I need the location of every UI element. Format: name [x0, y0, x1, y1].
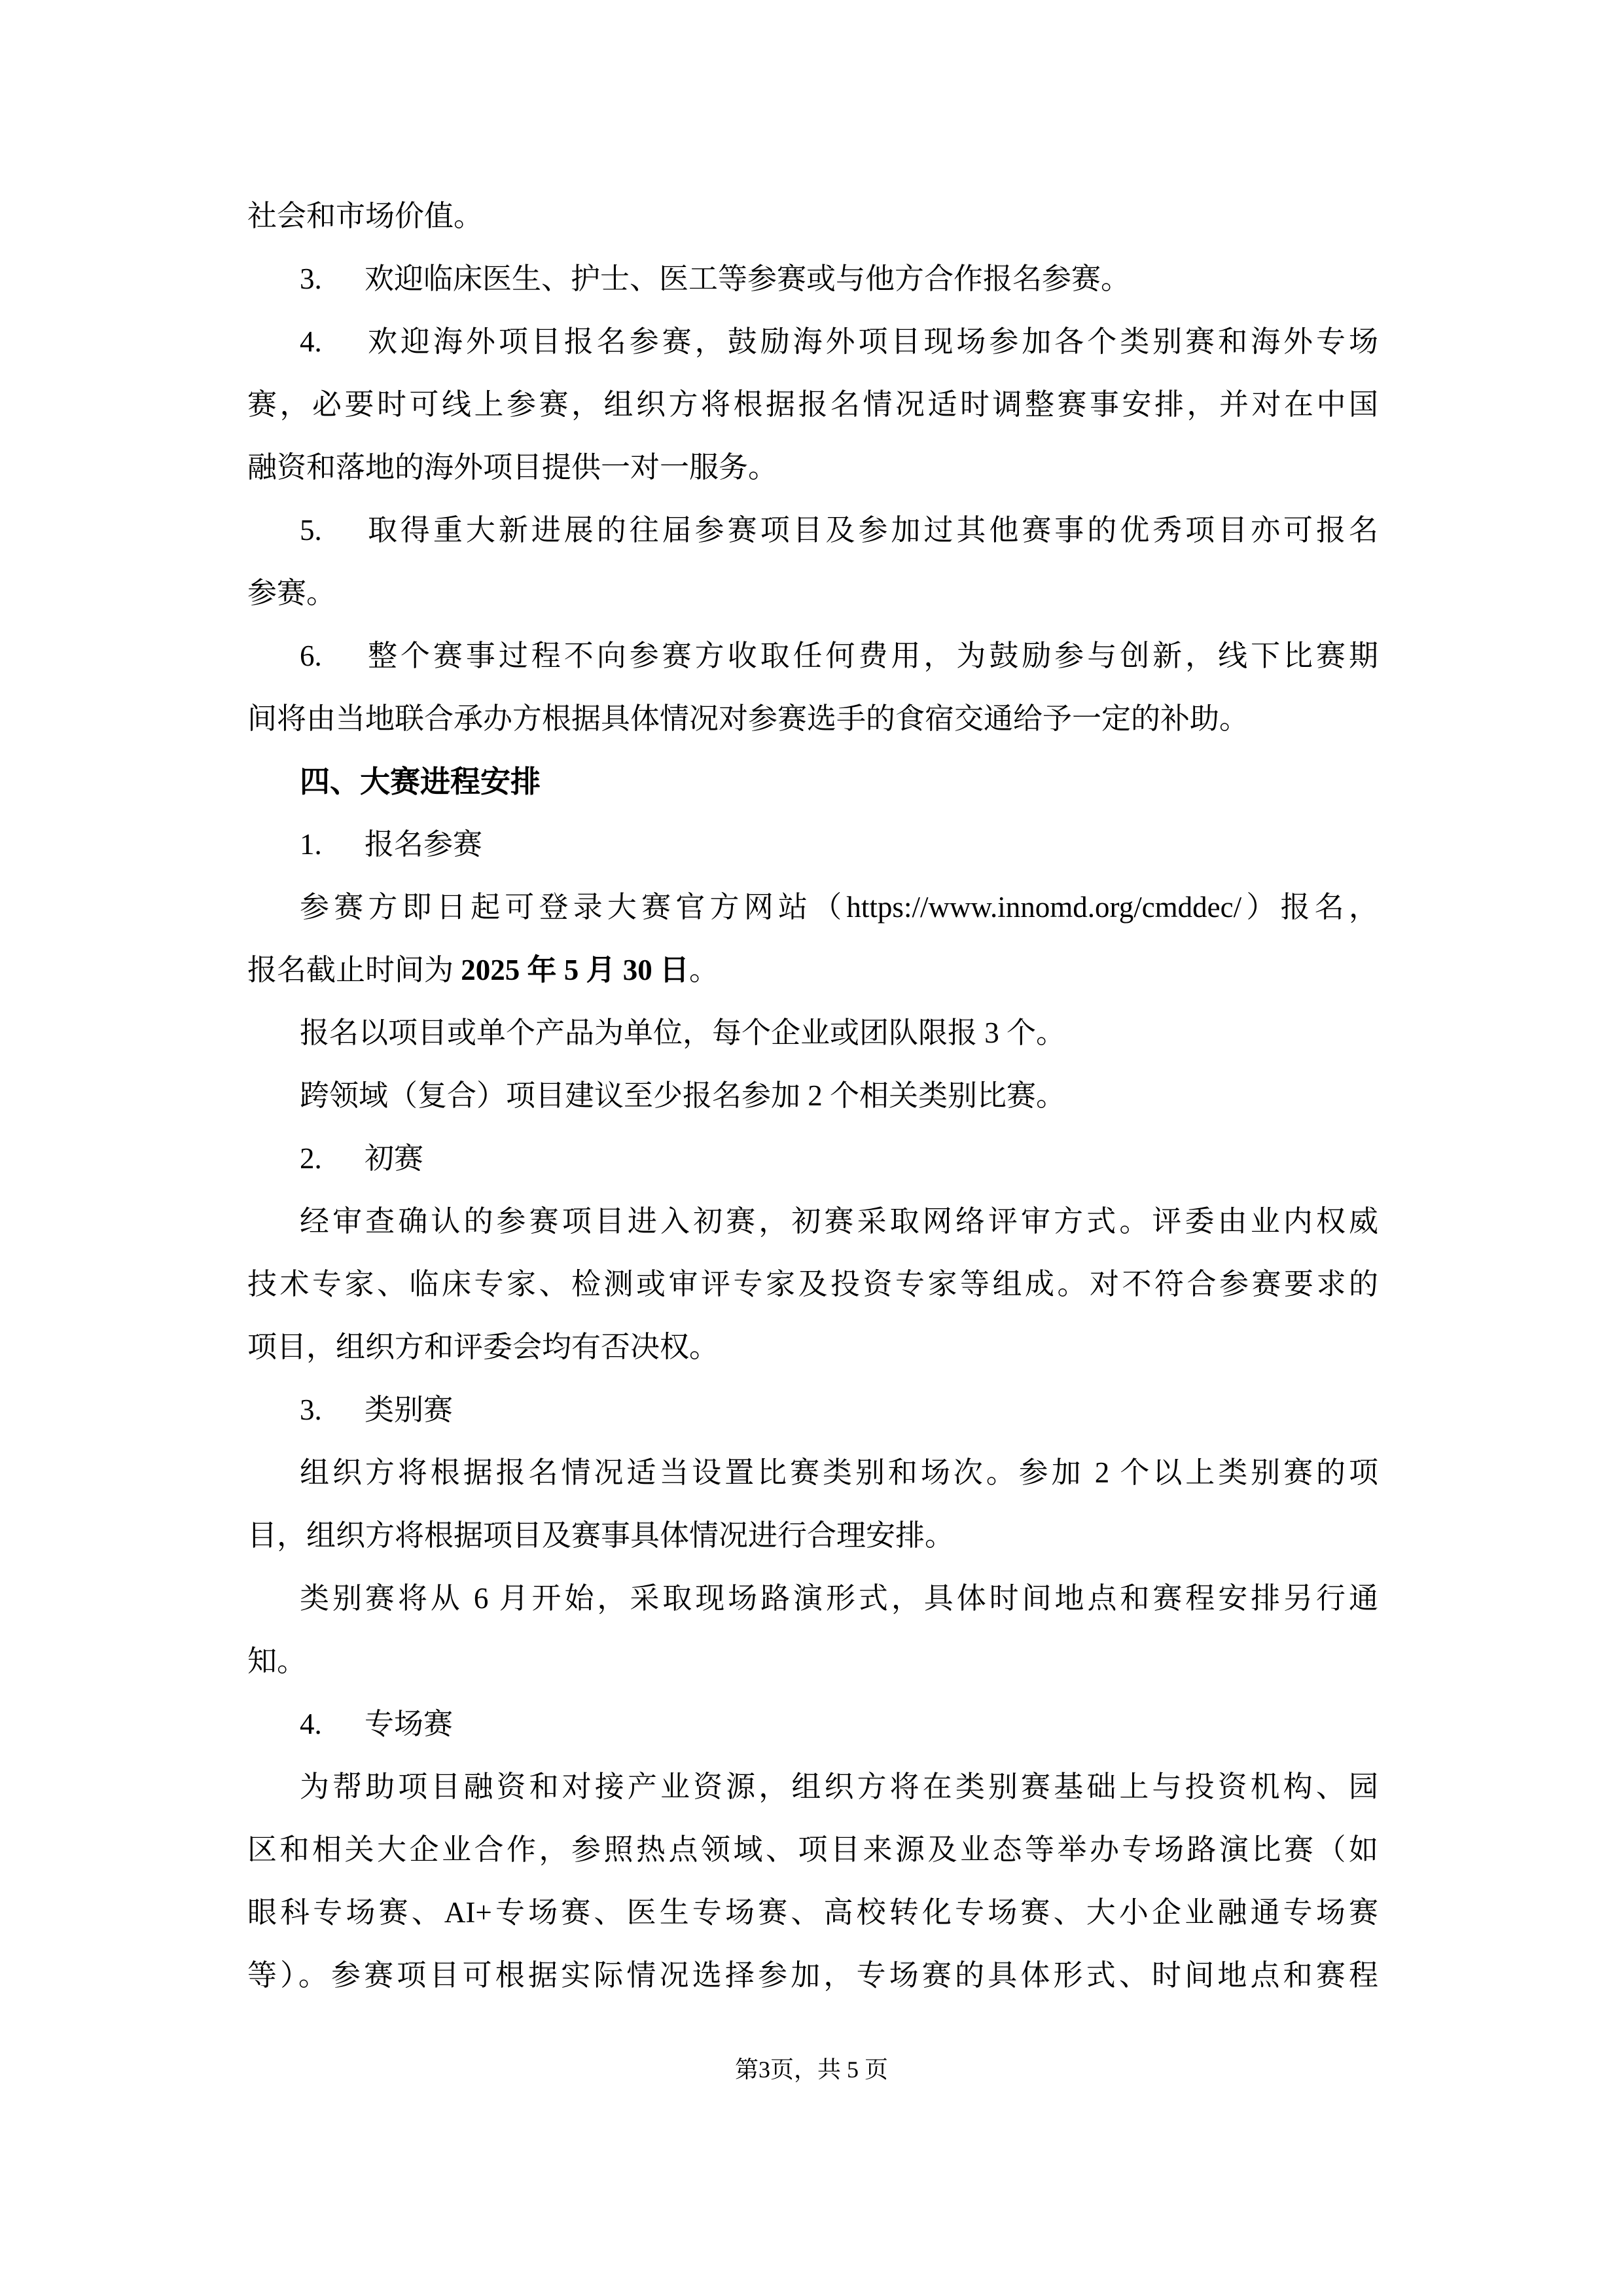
list-number: 4. [300, 1708, 322, 1740]
list-number: 5. [300, 514, 322, 547]
body-text-line: 目，组织方将根据项目及赛事具体情况进行合理安排。 [247, 1519, 955, 1552]
list-item-text: 欢迎临床医生、护士、医工等参赛或与他方合作报名参赛。 [365, 262, 1131, 295]
page-body-text [247, 185, 1378, 2007]
subitem-1-signup [247, 813, 1378, 876]
list-item-text: 欢迎海外项目报名参赛，鼓励海外项目现场参加各个类别赛和海外专场 [365, 325, 1378, 358]
subitem-title: 类别赛 [365, 1393, 454, 1426]
body-text-line: 融资和落地的海外项目提供一对一服务。 [247, 451, 778, 484]
subitem-3-category [247, 1378, 1378, 1441]
subitem-title: 初赛 [365, 1142, 424, 1175]
page-number: 第3页，共 5 页 [734, 2056, 888, 2083]
body-text-line: 为帮助项目融资和对接产业资源，组织方将在类别赛基础上与投资机构、园 [300, 1770, 1378, 1803]
list-number: 4. [300, 325, 322, 358]
list-item-5 [247, 499, 1378, 562]
body-text-line: 组织方将根据报名情况适当设置比赛类别和场次。参加 2 个以上类别赛的项 [300, 1456, 1378, 1489]
body-text-line: 参赛。 [247, 577, 336, 609]
body-text: 报名截止时间为 [247, 954, 461, 986]
list-item-text: 整个赛事过程不向参赛方收取任何费用，为鼓励参与创新，线下比赛期 [365, 639, 1378, 672]
list-item-4 [247, 310, 1378, 373]
list-number: 3. [300, 1393, 322, 1426]
list-item-text: 取得重大新进展的往届参赛项目及参加过其他赛事的优秀项目亦可报名 [365, 514, 1378, 547]
url-text: https://www.innomd.org/cmddec/ [846, 891, 1242, 924]
subitem-2-preliminary [247, 1127, 1378, 1190]
list-item-6 [247, 624, 1378, 687]
body-text-line: 类别赛将从 6 月开始，采取现场路演形式，具体时间地点和赛程安排另行通 [300, 1582, 1378, 1615]
body-text-line [247, 876, 1378, 939]
deadline-date: 2025 年 5 月 30 日 [461, 954, 690, 986]
list-number: 6. [300, 639, 322, 672]
list-number: 1. [300, 828, 322, 861]
body-text-line: 技术专家、临床专家、检测或审评专家及投资专家等组成。对不符合参赛要求的 [247, 1268, 1378, 1300]
body-text-line: 间将由当地联合承办方根据具体情况对参赛选手的食宿交通给予一定的补助。 [247, 702, 1249, 735]
body-text-line: 区和相关大企业合作，参照热点领域、项目来源及业态等举办专场路演比赛（如 [247, 1833, 1378, 1866]
list-number: 2. [300, 1142, 322, 1175]
body-text-line: 经审查确认的参赛项目进入初赛，初赛采取网络评审方式。评委由业内权威 [300, 1205, 1378, 1238]
subitem-title: 专场赛 [365, 1708, 454, 1740]
body-text-line: 跨领域（复合）项目建议至少报名参加 2 个相关类别比赛。 [300, 1079, 1066, 1112]
body-text-line: 项目，组织方和评委会均有否决权。 [247, 1331, 719, 1363]
body-text-line: 赛，必要时可线上参赛，组织方将根据报名情况适时调整赛事安排，并对在中国 [247, 388, 1378, 421]
section-heading: 四、大赛进程安排 [300, 764, 541, 798]
body-text: 参赛方即日起可登录大赛官方网站（ [300, 891, 847, 924]
body-text: 。 [689, 954, 719, 986]
list-number: 3. [300, 262, 322, 295]
body-text-line: 等）。参赛项目可根据实际情况选择参加，专场赛的具体形式、时间地点和赛程 [247, 1959, 1378, 1992]
body-text-line: 眼科专场赛、AI+专场赛、医生专场赛、高校转化专场赛、大小企业融通专场赛 [247, 1896, 1378, 1929]
body-text-line: 知。 [247, 1645, 307, 1677]
body-text: ）报名， [1241, 891, 1378, 924]
list-item-3 [247, 247, 1378, 310]
subitem-title: 报名参赛 [365, 828, 483, 861]
body-text-line: 报名以项目或单个产品为单位，每个企业或团队限报 3 个。 [300, 1016, 1066, 1049]
deadline-line [247, 939, 1378, 1001]
subitem-4-special [247, 1693, 1378, 1755]
body-text-line: 社会和市场价值。 [247, 200, 484, 232]
